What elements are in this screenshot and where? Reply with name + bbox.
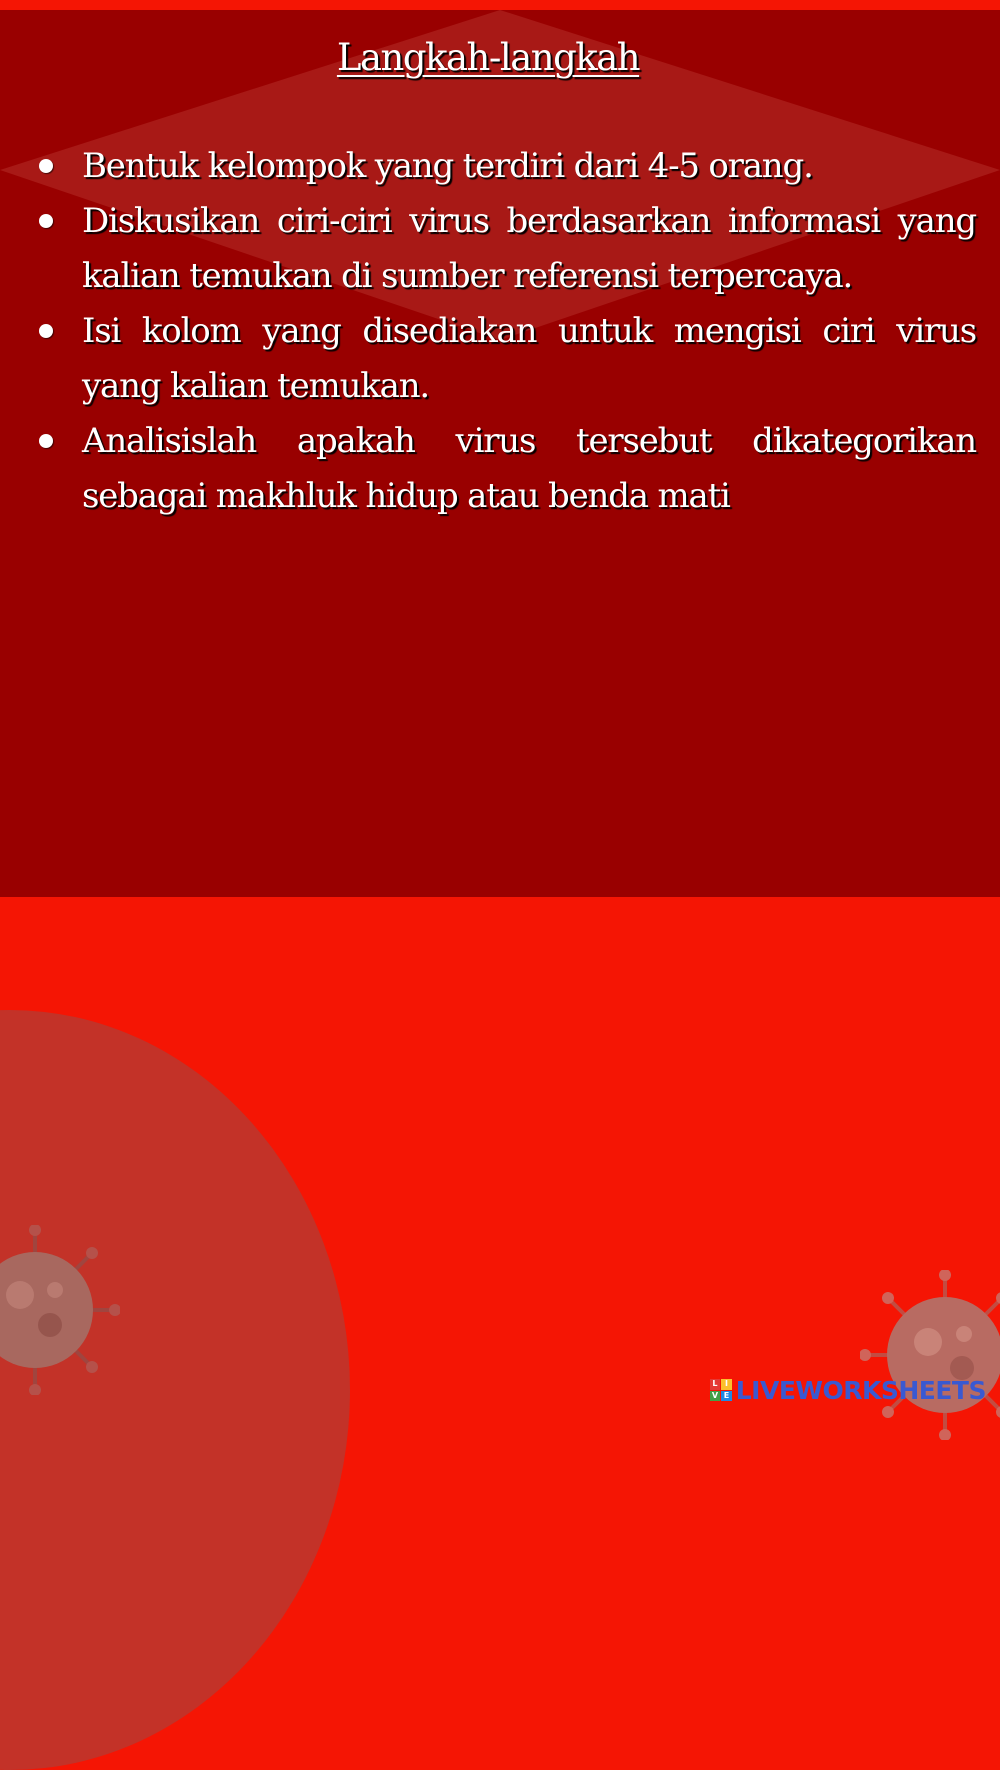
list-item [30, 414, 976, 524]
content-panel [0, 10, 1000, 897]
bullet-icon [39, 214, 53, 228]
brand-text: LIVEWORKSHEETS [735, 1375, 986, 1405]
liveworksheets-logo-icon [710, 1379, 732, 1401]
list-item [30, 139, 976, 194]
page-title: Langkah-langkah [336, 36, 640, 79]
step-text: Isi kolom yang disediakan untuk mengisi ciri virus yang kalian temukan. [82, 311, 976, 406]
step-text: Bentuk kelompok yang terdiri dari 4-5 orang. [82, 146, 813, 186]
top-strip [0, 0, 1000, 10]
logo-letter: E [721, 1391, 732, 1402]
logo-letter: L [710, 1379, 721, 1390]
list-item [30, 304, 976, 414]
virus-icon [860, 1270, 1000, 1440]
steps-list [30, 139, 976, 524]
list-item [30, 194, 976, 304]
logo-letter: V [710, 1391, 721, 1402]
bullet-icon [39, 159, 53, 173]
virus-icon [0, 1225, 120, 1395]
logo-letter: I [721, 1379, 732, 1390]
bullet-icon [39, 324, 53, 338]
step-text: Analisislah apakah virus tersebut dikategorikan sebagai makhluk hidup atau benda mati [82, 421, 976, 516]
liveworksheets-brand [710, 1373, 986, 1407]
step-text: Diskusikan ciri-ciri virus berdasarkan informasi yang kalian temukan di sumber referensi terpercaya. [82, 201, 976, 296]
bullet-icon [39, 434, 53, 448]
